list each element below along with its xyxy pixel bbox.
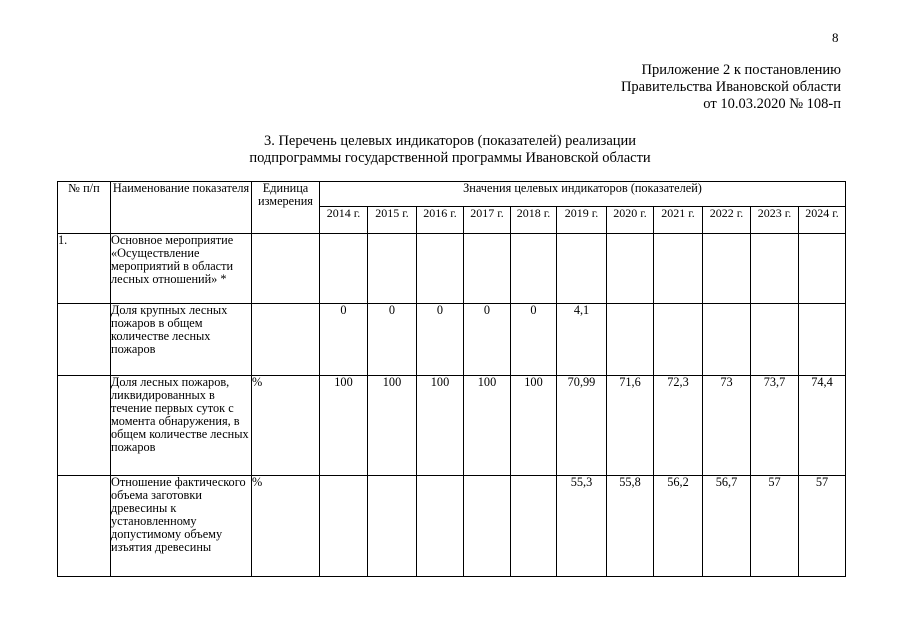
- row-number: [58, 304, 111, 376]
- title-line-1: 3. Перечень целевых индикаторов (показателей) реализации: [263, 133, 637, 149]
- unit-cell: %: [252, 376, 320, 476]
- value-cell: [654, 234, 703, 304]
- year-header: 2019 г.: [557, 207, 607, 234]
- value-cell: 55,3: [557, 476, 607, 577]
- table-row: [58, 476, 846, 577]
- unit-cell: [252, 234, 320, 304]
- indicator-name: Основное мероприятие «Осуществление мероприятий в области лесных отношений» *: [111, 234, 252, 304]
- value-cell: 100: [320, 376, 368, 476]
- header-unit: Единица измерения: [252, 182, 320, 234]
- value-cell: 57: [799, 476, 846, 577]
- value-cell: [417, 234, 464, 304]
- value-cell: 55,8: [607, 476, 654, 577]
- unit-cell: [252, 304, 320, 376]
- indicator-name: Отношение фактического объема заготовки древесины к установленному допустимому объему изъятия древесины: [111, 476, 252, 577]
- value-cell: 56,2: [654, 476, 703, 577]
- row-number: [58, 376, 111, 476]
- value-cell: 74,4: [799, 376, 846, 476]
- value-cell: [320, 234, 368, 304]
- header-name: Наименование показателя: [111, 182, 252, 234]
- value-cell: [799, 304, 846, 376]
- row-number: 1.: [58, 234, 111, 304]
- page-number: 8: [832, 30, 839, 45]
- value-cell: [751, 304, 799, 376]
- value-cell: [368, 234, 417, 304]
- value-cell: [557, 234, 607, 304]
- annex-line-3: от 10.03.2020 № 108-п: [703, 96, 841, 112]
- value-cell: 56,7: [703, 476, 751, 577]
- annex-header: [621, 62, 841, 113]
- table-body: [58, 234, 846, 577]
- value-cell: [654, 304, 703, 376]
- value-cell: [320, 476, 368, 577]
- year-header: 2017 г.: [464, 207, 511, 234]
- value-cell: 100: [417, 376, 464, 476]
- year-header: 2022 г.: [703, 207, 751, 234]
- value-cell: 100: [511, 376, 557, 476]
- unit-cell: %: [252, 476, 320, 577]
- value-cell: 0: [511, 304, 557, 376]
- value-cell: 57: [751, 476, 799, 577]
- annex-line-1: Приложение 2 к постановлению: [641, 62, 841, 78]
- value-cell: 73,7: [751, 376, 799, 476]
- table-row: [58, 304, 846, 376]
- indicators-table: [57, 181, 846, 577]
- annex-line-2: Правительства Ивановской области: [620, 79, 841, 95]
- year-header: 2014 г.: [320, 207, 368, 234]
- value-cell: [417, 476, 464, 577]
- indicator-name: Доля лесных пожаров, ликвидированных в течение первых суток с момента обнаружения, в общем количестве лесных пожаров: [111, 376, 252, 476]
- header-values: Значения целевых индикаторов (показателей): [320, 182, 846, 207]
- value-cell: [464, 476, 511, 577]
- year-header: 2018 г.: [511, 207, 557, 234]
- value-cell: 100: [464, 376, 511, 476]
- value-cell: 0: [368, 304, 417, 376]
- value-cell: [511, 234, 557, 304]
- table-row: [58, 376, 846, 476]
- value-cell: 70,99: [557, 376, 607, 476]
- header-num: № п/п: [58, 182, 111, 234]
- indicator-name: Доля крупных лесных пожаров в общем количестве лесных пожаров: [111, 304, 252, 376]
- value-cell: [703, 234, 751, 304]
- value-cell: [703, 304, 751, 376]
- value-cell: [464, 234, 511, 304]
- value-cell: 0: [320, 304, 368, 376]
- year-header: 2015 г.: [368, 207, 417, 234]
- year-header: 2016 г.: [417, 207, 464, 234]
- document-title: [200, 133, 700, 167]
- value-cell: [368, 476, 417, 577]
- value-cell: [607, 304, 654, 376]
- title-line-2: подпрограммы государственной программы Ивановской области: [249, 150, 651, 166]
- value-cell: 0: [417, 304, 464, 376]
- value-cell: 100: [368, 376, 417, 476]
- year-header: 2021 г.: [654, 207, 703, 234]
- value-cell: 71,6: [607, 376, 654, 476]
- table-row: [58, 234, 846, 304]
- row-number: [58, 476, 111, 577]
- year-header: 2023 г.: [751, 207, 799, 234]
- value-cell: 72,3: [654, 376, 703, 476]
- value-cell: 73: [703, 376, 751, 476]
- year-header: 2020 г.: [607, 207, 654, 234]
- value-cell: 0: [464, 304, 511, 376]
- value-cell: [799, 234, 846, 304]
- value-cell: [607, 234, 654, 304]
- value-cell: 4,1: [557, 304, 607, 376]
- value-cell: [751, 234, 799, 304]
- value-cell: [511, 476, 557, 577]
- year-header: 2024 г.: [799, 207, 846, 234]
